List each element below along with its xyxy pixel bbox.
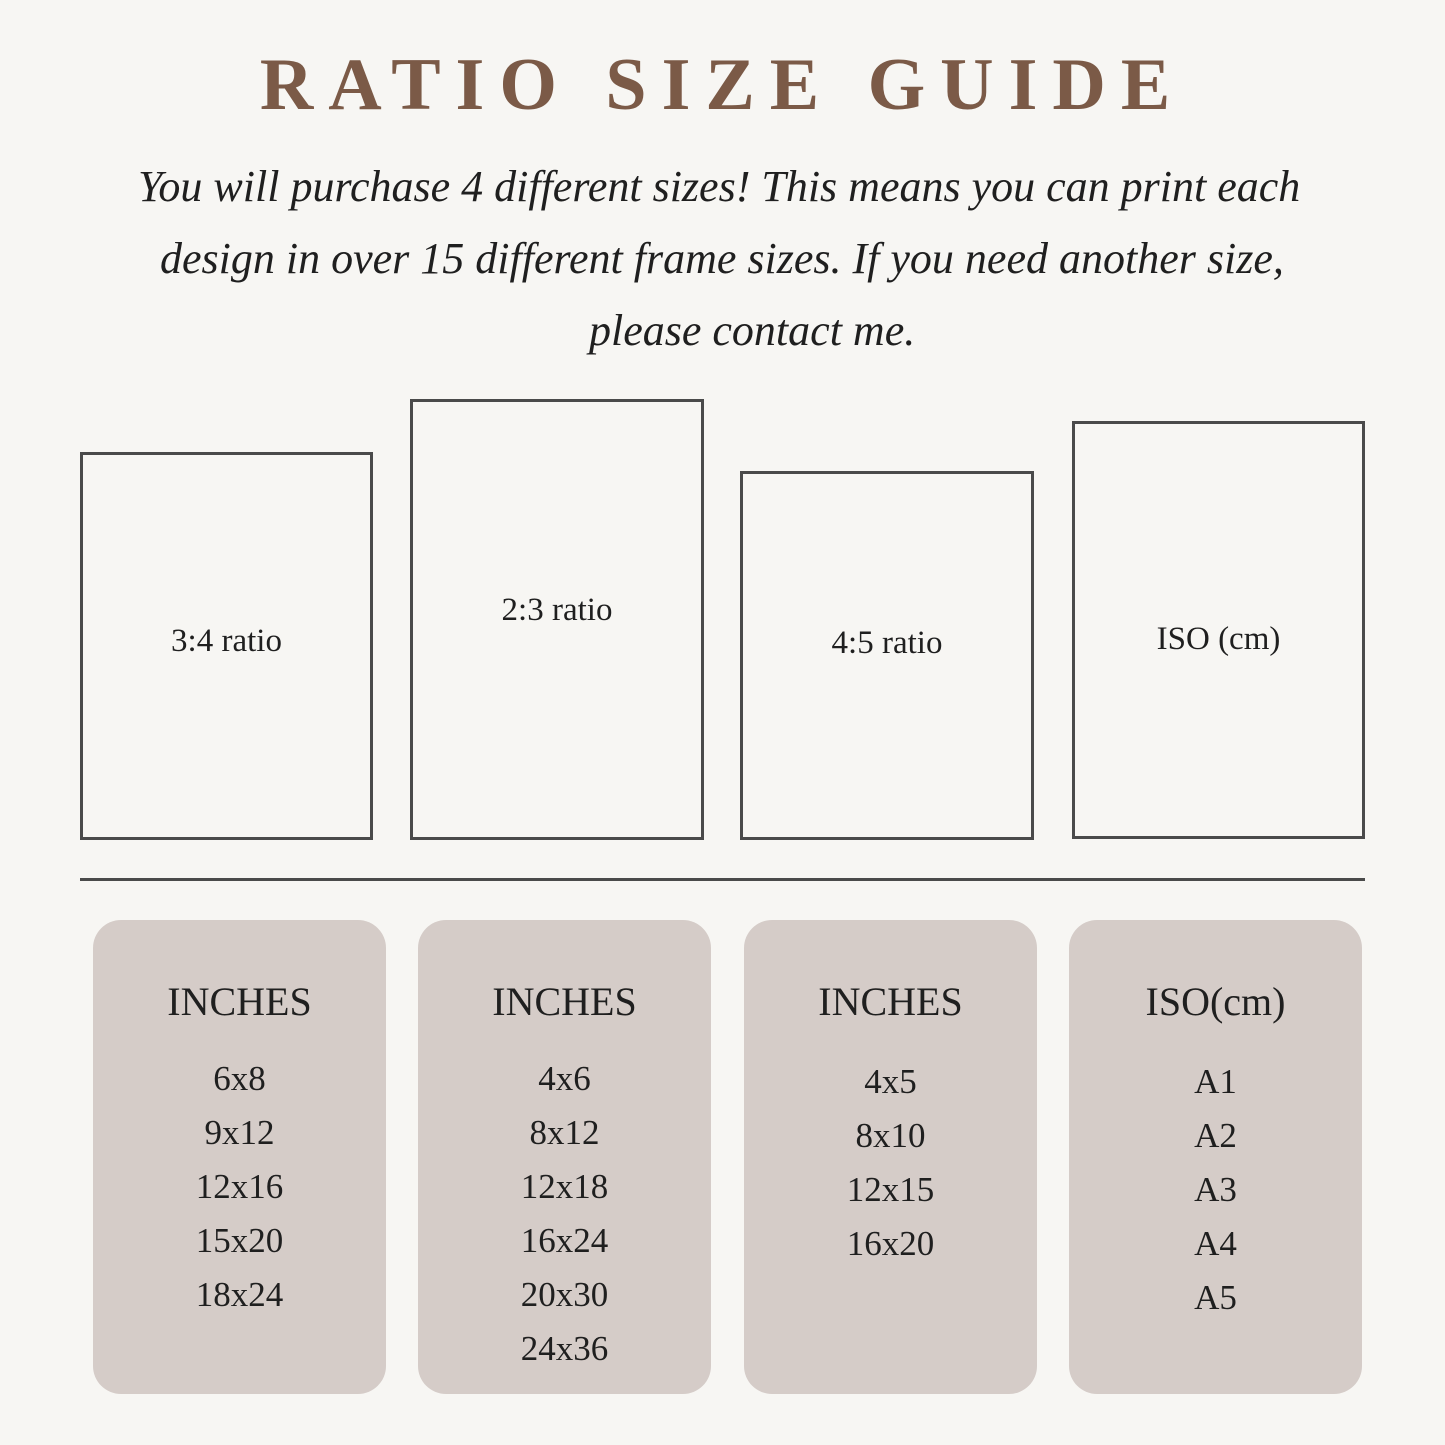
divider	[80, 878, 1365, 881]
card-heading: INCHES	[167, 979, 312, 1024]
frame-iso	[1072, 421, 1365, 839]
intro-line-3: please contact me.	[589, 306, 916, 355]
size-item: 24x36	[520, 1329, 609, 1368]
intro-line-2: design in over 15 different frame sizes. If you need another size,	[160, 234, 1284, 283]
size-item: A5	[1194, 1278, 1237, 1317]
size-list	[93, 1052, 386, 1322]
frame-4-5	[740, 471, 1034, 840]
size-item: 16x24	[520, 1221, 609, 1260]
size-item: 20x30	[520, 1275, 609, 1314]
card-heading: ISO(cm)	[1145, 979, 1286, 1024]
frame-label: 3:4 ratio	[171, 623, 282, 659]
size-item: 15x20	[195, 1221, 284, 1260]
size-card-iso	[1069, 920, 1362, 1394]
size-item: A2	[1194, 1116, 1237, 1155]
size-item: 4x5	[864, 1062, 917, 1101]
card-heading: INCHES	[492, 979, 637, 1024]
card-heading: INCHES	[818, 979, 963, 1024]
frame-label: ISO (cm)	[1156, 621, 1281, 657]
size-item: 12x16	[195, 1167, 284, 1206]
size-item: 18x24	[195, 1275, 284, 1314]
size-item: 16x20	[846, 1224, 935, 1263]
size-card-3-4	[93, 920, 386, 1394]
size-item: 6x8	[213, 1059, 266, 1098]
size-card-4-5	[744, 920, 1037, 1394]
size-item: A1	[1194, 1062, 1237, 1101]
size-item: 8x12	[529, 1113, 600, 1152]
size-item: A3	[1194, 1170, 1237, 1209]
size-item: A4	[1194, 1224, 1237, 1263]
intro-line-1: You will purchase 4 different sizes! This means you can print each	[138, 162, 1301, 211]
size-list	[1069, 1055, 1362, 1325]
frame-2-3	[410, 399, 704, 840]
page-title: RATIO SIZE GUIDE	[259, 44, 1186, 126]
frame-3-4	[80, 452, 373, 840]
frame-label: 2:3 ratio	[501, 592, 613, 628]
size-item: 8x10	[855, 1116, 926, 1155]
size-list	[744, 1055, 1037, 1271]
frame-label: 4:5 ratio	[831, 625, 943, 661]
size-item: 12x15	[846, 1170, 935, 1209]
size-list	[418, 1052, 711, 1376]
size-item: 4x6	[538, 1059, 591, 1098]
size-card-2-3	[418, 920, 711, 1394]
size-item: 12x18	[520, 1167, 609, 1206]
size-item: 9x12	[204, 1113, 275, 1152]
